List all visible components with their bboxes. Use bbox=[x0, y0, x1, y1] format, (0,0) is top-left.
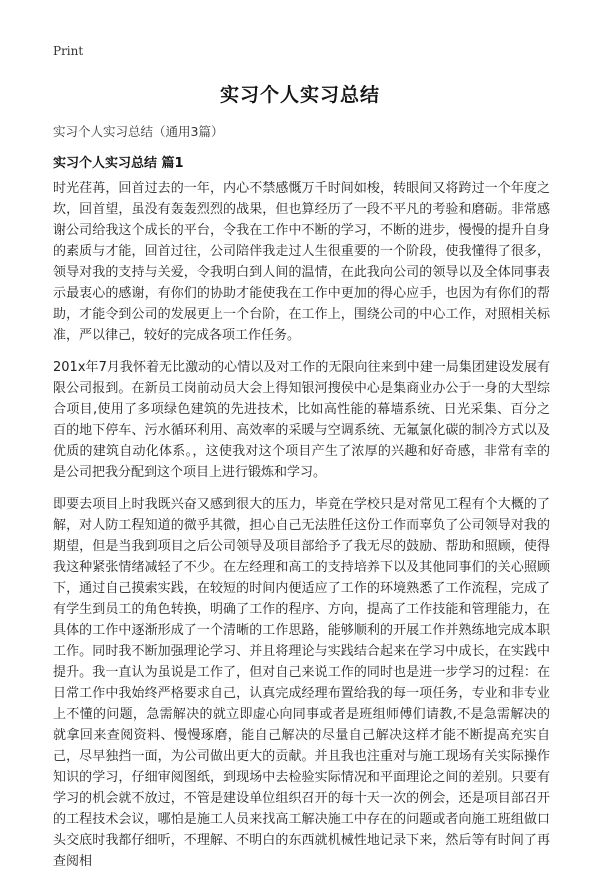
print-link[interactable]: Print bbox=[53, 44, 84, 58]
paragraph-1: 时光荏苒，回首过去的一年，内心不禁感慨万千时间如梭，转眼间又将跨过一个年度之坎，回首望，虽没有轰轰烈烈的战果，但也算经历了一段不平凡的考验和磨砺。非常感谢公司给我这个成长的平台，令我在工作中不断的学习，不断的进步，慢慢的提升自身的素质与才能，回首过往，公司陪伴我走过人生很重要的一个阶段，使我懂得了很多，领导对我的支持与关爱，令我明白到人间的温情，在此我向公司的领导以及全体同事表示最衷心的感谢，有你们的协助才能使我在工作中更加的得心应手，也因为有你们的帮助，才能令到公司的发展更上一个台阶，在工作上，围绕公司的中心工作，对照相关标准，严以律己，较好的完成各项工作任务。 bbox=[53, 181, 550, 343]
section-heading: 实习个人实习总结 篇1 bbox=[53, 156, 184, 171]
paragraph-3: 即要去项目上时我既兴奋又感到很大的压力，毕竟在学校只是对常见工程有个大概的了解，对人防工程知道的微乎其微，担心自己无法胜任这份工作而辜负了公司领导对我的期望，但是当我到项目之后公司领导及项目部给予了我无尽的鼓励、帮助和照顾，使得我这种紧张情绪减轻了不少。在左经理和高工的支持培养下以及其他同事们的关心照顾下，通过自己摸索实践，在较短的时间内便适应了工作的环境熟悉了工作流程，完成了有学生到员工的角色转换，明确了工作的程序、方向，提高了工作技能和管理能力，在具体的工作中逐渐形成了一个清晰的工作思路，能够顺利的开展工作并熟练地完成本职工作。同时我不断加强理论学习、并且将理论与实践结合起来在学习中成长，在实践中提升。我一直认为虽说是工作了，但对自己来说工作的同时也是进一步学习的过程：在日常工作中我始终严格要求自己，认真完成经理布置给我的每一项任务，专业和非专业上不懂的问题，急需解决的就立即虚心向同事或者是班组师傅们请教,不是急需解决的就拿回来查阅资料、慢慢琢磨，能自己解决的尽量自己解决这样才能不断提高充实自己，尽早独挡一面，为公司做出更大的贡献。并且我也注重对与施工现场有关实际操作知识的学习，仔细审阅图纸，到现场中去检验实际情况和平面理论之间的差别。只要有学习的机会就不放过，不管是建设单位组织召开的每十天一次的例会，还是项目部召开的工程技术会议，哪怕是施工人员来找高工解决施工中存在的问题或者向施工班组做口头交底时我都仔细听，不理解、不明白的东西就机械性地记录下来，然后等有时间了再查阅相 bbox=[53, 497, 550, 869]
document-body bbox=[53, 178, 550, 883]
paragraph-2: 201x年7月我怀着无比激动的心情以及对工作的无限向往来到中建一局集团建设发展有限公司报到。在新员工岗前动员大会上得知银河搜侯中心是集商业办公于一身的大型综合项目,使用了多项绿色建筑的先进技术，比如高性能的幕墙系统、日光采集、百分之百的地下停车、污水循环利用、高效率的采暖与空调系统、无氟氯化碳的制冷方式以及优质的建筑自动化体系。，这使我对这个项目产生了浓厚的兴趣和好奇感，非常有幸的是公司把我分配到这个项目上进行锻炼和学习。 bbox=[53, 360, 550, 480]
document-subtitle: 实习个人实习总结（通用3篇） bbox=[53, 124, 224, 139]
document-title: 实习个人实习总结 bbox=[219, 84, 380, 106]
